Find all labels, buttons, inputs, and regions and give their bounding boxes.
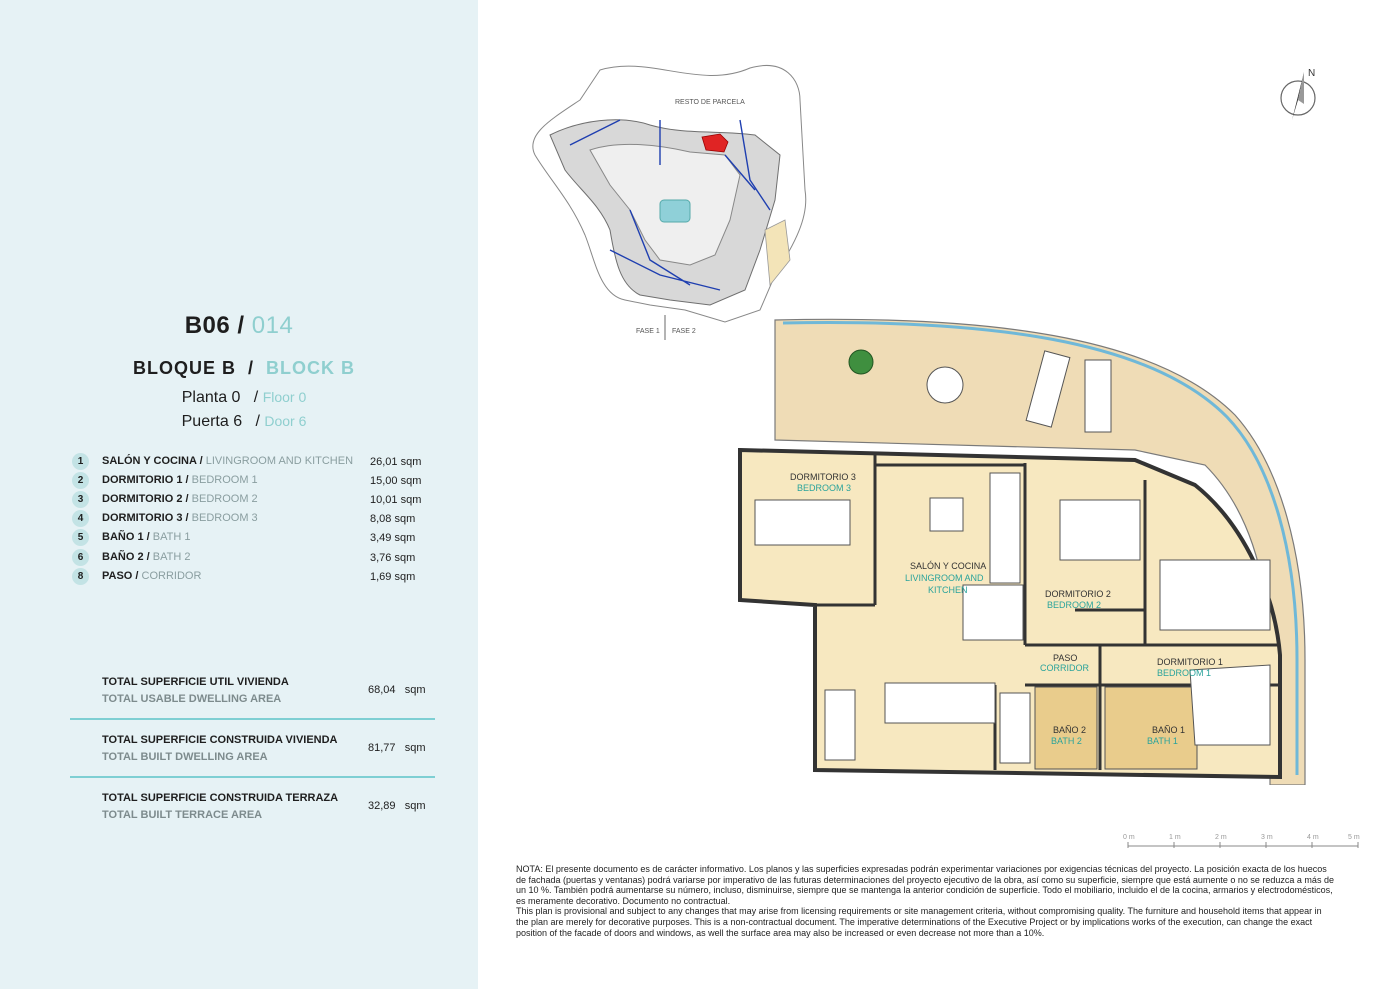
total-value: 81,77 (368, 742, 396, 754)
legal-note (516, 864, 1336, 938)
room-name-en: BEDROOM 3 (191, 512, 258, 524)
room-number-badge: 3 (72, 491, 89, 508)
total-label-en: TOTAL BUILT DWELLING AREA (102, 751, 268, 763)
room-area-unit: sqm (394, 552, 416, 564)
garden-area (765, 220, 790, 285)
plan-label-living-en: LIVINGROOM AND (905, 573, 984, 583)
room-row (72, 549, 442, 567)
bed-icon (1160, 560, 1270, 630)
plan-label-bedroom-3-es: DORMITORIO 3 (790, 472, 856, 482)
bed-icon (755, 500, 850, 545)
room-name-es: DORMITORIO 3 / (102, 512, 189, 524)
scale-tick-label: 3 m (1261, 834, 1273, 841)
plan-label-bedroom-2-es: DORMITORIO 2 (1045, 589, 1111, 599)
coffee-table-icon (930, 498, 963, 531)
block-en: BLOCK B (266, 358, 356, 378)
total-label-es: TOTAL SUPERFICIE CONSTRUIDA VIVIENDA (102, 734, 338, 746)
parcel-label: RESTO DE PARCELA (675, 99, 745, 106)
scale-tick-label: 0 m (1123, 834, 1135, 841)
door-es: Puerta 6 (181, 413, 243, 430)
scale-bar (1118, 830, 1368, 854)
plan-label-bath-2-es: BAÑO 2 (1053, 725, 1087, 735)
total-unit: sqm (404, 684, 426, 696)
room-area: 8,08 (370, 513, 392, 525)
total-built-area (102, 734, 442, 763)
room-area-unit: sqm (400, 475, 422, 487)
block-es: BLOQUE B (132, 358, 236, 378)
scale-tick-label: 5 m (1348, 834, 1360, 841)
legal-note-en: This plan is provisional and subject to any changes that may arise from licensing requirements or site management criteria, without compromising quality. The furniture and household items that appear in the plan are merely for decorative purposes. This is a non-contractual document. The imperative determinations of the Executive Project or by implications works of the execution, can change the exact position of the facade of doors and windows, as well the surface area may also be increased or even decrease not more than a 10%. (516, 906, 1322, 938)
plan-label-bedroom-2-en: BEDROOM 2 (1047, 600, 1102, 610)
floor-plan (735, 315, 1315, 785)
scale-tick-label: 4 m (1307, 834, 1319, 841)
legal-note-es: NOTA: El presente documento es de carácter informativo. Los planos y las superficies expresadas podrán experimentar variaciones por exigencias técnicas del proyecto. La posición exacta de los huecos de fachada (puertas y ventanas) podrá variarse por imperativo de las futuras determinaciones del proyecto ejecutivo de la obra, así como su superficie, siempre que está aumente o no se reduzca a más de un 10 %. También podrá aumentarse su número, incluso, disminuirse, siempre que se mantenga la anterior condición de superficie. Todo el mobiliario, incluido el de la cocina, armarios y electrodomésticos, es meramente decorativo. Documento no contractual. (516, 864, 1334, 906)
room-area-unit: sqm (400, 456, 422, 468)
block-title: BLOQUE B / BLOCK B (132, 358, 356, 378)
scale-tick-label: 2 m (1215, 834, 1227, 841)
room-number-badge: 5 (72, 529, 89, 546)
room-name-es: SALÓN Y COCINA / (102, 455, 203, 467)
plan-label-kitchen-en: KITCHEN (928, 585, 968, 595)
room-area: 10,01 (370, 494, 398, 506)
room-area-unit: sqm (394, 532, 416, 544)
room-name-es: BAÑO 2 / (102, 551, 150, 563)
info-panel (0, 0, 478, 989)
total-unit: sqm (404, 742, 426, 754)
room-row (72, 529, 442, 547)
room-number-badge: 8 (72, 568, 89, 585)
sunbed-icon (1085, 360, 1111, 432)
room-name-en: BATH 2 (152, 551, 191, 563)
total-label-en: TOTAL USABLE DWELLING AREA (102, 693, 282, 705)
phase2-label: FASE 2 (672, 328, 696, 335)
floor-en: Floor 0 (262, 389, 307, 405)
room-row (72, 491, 442, 509)
bed-icon (1060, 500, 1140, 560)
divider (70, 718, 435, 720)
room-name-en: BEDROOM 2 (191, 493, 258, 505)
room-area: 15,00 (370, 475, 398, 487)
wardrobe-icon (1000, 693, 1030, 763)
plan-label-bedroom-1-es: DORMITORIO 1 (1157, 657, 1223, 667)
total-terrace-area (102, 792, 442, 821)
wardrobe-icon (825, 690, 855, 760)
room-row (72, 453, 442, 471)
plan-label-bedroom-1-en: BEDROOM 1 (1157, 668, 1212, 678)
dining-table-icon (963, 585, 1023, 640)
total-label-en: TOTAL BUILT TERRACE AREA (102, 809, 263, 821)
total-value: 32,89 (368, 800, 396, 812)
plan-label-bath-1-en: BATH 1 (1147, 736, 1178, 746)
sofa-icon (990, 473, 1020, 583)
unit-code-primary: B06 (184, 312, 231, 339)
room-name-en: LIVINGROOM AND KITCHEN (205, 455, 354, 467)
kitchen-counter-icon (885, 683, 995, 723)
plant-pot-icon (849, 350, 873, 374)
room-number-badge: 1 (72, 453, 89, 470)
compass-icon (1278, 64, 1322, 122)
plan-label-bath-1-es: BAÑO 1 (1152, 725, 1186, 735)
plan-label-corridor-es: PASO (1053, 653, 1078, 663)
room-number-badge: 6 (72, 549, 89, 566)
floor-line: Planta 0 / Floor 0 (181, 389, 307, 406)
pool (660, 200, 690, 222)
room-row (72, 472, 442, 490)
plan-label-bedroom-3-en: BEDROOM 3 (797, 483, 852, 493)
room-name-es: BAÑO 1 / (102, 531, 150, 543)
room-name-es: DORMITORIO 2 / (102, 493, 189, 505)
total-label-es: TOTAL SUPERFICIE UTIL VIVIENDA (102, 676, 289, 688)
divider (70, 776, 435, 778)
door-en: Door 6 (264, 413, 307, 429)
room-area: 3,49 (370, 532, 392, 544)
site-plan (510, 60, 840, 345)
room-name-es: PASO / (102, 570, 139, 582)
unit-code-secondary: 014 (251, 312, 294, 339)
room-number-badge: 2 (72, 472, 89, 489)
compass-north-label: N (1308, 68, 1316, 79)
room-area-unit: sqm (394, 571, 416, 583)
floor-es: Planta 0 (181, 389, 241, 406)
plan-label-corridor-en: CORRIDOR (1040, 663, 1089, 673)
room-number-badge: 4 (72, 510, 89, 527)
plan-label-bath-2-en: BATH 2 (1051, 736, 1082, 746)
unit-code: B06 / 014 (184, 312, 294, 339)
room-area-unit: sqm (400, 494, 422, 506)
room-name-es: DORMITORIO 1 / (102, 474, 189, 486)
phase1-label: FASE 1 (636, 328, 660, 335)
terrace-table-icon (927, 367, 963, 403)
room-row (72, 510, 442, 528)
room-name-en: CORRIDOR (141, 570, 202, 582)
room-name-en: BEDROOM 1 (191, 474, 258, 486)
room-area: 3,76 (370, 552, 392, 564)
plan-label-living-es: SALÓN Y COCINA (910, 561, 987, 571)
room-area: 1,69 (370, 571, 392, 583)
scale-tick-label: 1 m (1169, 834, 1181, 841)
room-name-en: BATH 1 (152, 531, 191, 543)
room-area: 26,01 (370, 456, 398, 468)
total-usable-area (102, 676, 442, 705)
total-label-es: TOTAL SUPERFICIE CONSTRUIDA TERRAZA (102, 792, 339, 804)
total-unit: sqm (404, 800, 426, 812)
total-value: 68,04 (368, 684, 396, 696)
room-row (72, 568, 442, 586)
door-line: Puerta 6 / Door 6 (181, 413, 307, 430)
room-area-unit: sqm (394, 513, 416, 525)
